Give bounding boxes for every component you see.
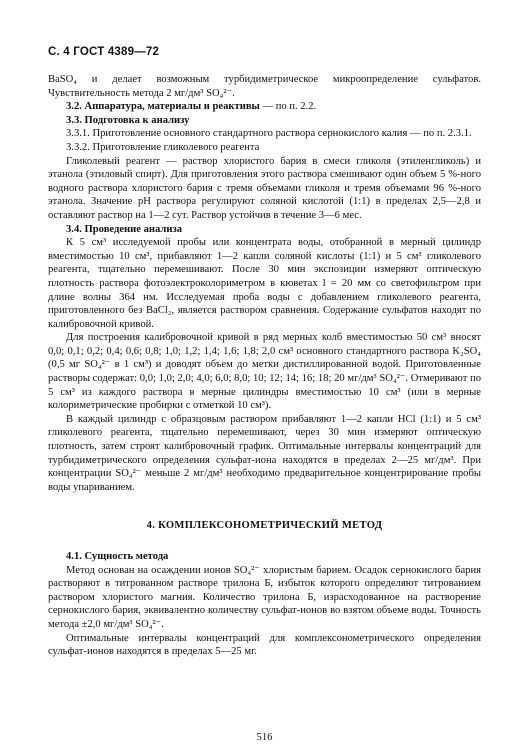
paragraph-calibration-procedure: В каждый цилиндр с образцовым раствором прибавляют 1—2 капли HCl (1:1) и 5 см³ гликолевого реагента, тщательно перемешивают, через 30 мин измеряют оптическую плотность, затем строят калибровочный график. Оптимальные интервалы концентраций для турбидиметрического определения сульфат-иона находятся в пределах 2—25 мг/дм³. При концентрации SO₄²⁻ меньше 2 мг/дм³ необходимо предварительное концентрирование пробы воды упариванием.	[48, 413, 481, 493]
paragraph-analysis: К 5 см³ исследуемой пробы или концентрата воды, отобранной в мерный цилиндр вместимостью 10 см³, прибавляют 1—2 капли соляной кислоты (1:1) и 5 см³ гликолевого реагента, тщательно перемешивают. После 30 мин экспозиции измеряют оптическую плотность раствора фотоэлектроколориметром в кюветах l = 20 мм со светофильтром при длине волны 364 нм. Исследуемая проба воды с добавлением гликолевого реагента, приготовленного без BaCl₂, является раствором сравнения. Содержание сульфатов находят по калибровочной кривой.	[48, 237, 481, 330]
running-header: С. 4 ГОСТ 4389—72	[48, 46, 160, 58]
section-heading-3-3: 3.3. Подготовка к анализу	[66, 114, 190, 126]
paragraph-method-principle: Метод основан на осаждении ионов SO₄²⁻ хлористым барием. Осадок сернокислого бария растворяют в титрованном растворе трилона Б, избыток которого определяют титрованием раствором хлористого магния. Количество трилона Б, израсходованное на растворение сернокислого бария, эквивалентно количеству сульфат-ионов во взятом объеме воды. Точность метода ±2,0 мг/дм³ SO₄²⁻.	[48, 564, 481, 630]
paragraph-3-3-1: 3.3.1. Приготовление основного стандартного раствора сернокислого калия — по п. 2.3.1.	[66, 128, 472, 140]
paragraph-optimal-ranges: Оптимальные интервалы концентраций для комплексонометрического определения сульфат-ионов находятся в пределах 5—25 мг.	[48, 632, 481, 658]
section-heading-3-2	[48, 100, 481, 114]
heading-label: 3.2. Аппаратура, материалы и реактивы	[66, 101, 260, 113]
document-body	[48, 73, 481, 659]
paragraph-intro: BaSO₄ и делает возможным турбидиметрическое микроопределение сульфатов. Чувствительность метода 2 мг/дм³ SO₄²⁻.	[48, 74, 481, 99]
heading-tail: — по п. 2.2.	[259, 101, 317, 113]
paragraph-glycol-reagent: Гликолевый реагент — раствор хлористого бария в смеси гликоля (этиленгликоль) и этанола (этиловый спирт). Для приготовления этого раствора смешивают один объем 5 %-ного водного раствора хлористого бария с тремя объемами гликоля и тремя объемами 96 %-ного этанола. Значение pH раствора регулируют соляной кислотой (1:1) в пределах 2,5—2,8 и оставляют раствор на 1—2 сут. Раствор устойчив в течение 3—6 мес.	[48, 155, 481, 221]
section-heading-3-4: 3.4. Проведение анализа	[66, 223, 182, 235]
paragraph-calibration: Для построения калибровочной кривой в ряд мерных колб вместимостью 50 см³ вносят 0,0; 0,1; 0,2; 0,4; 0,6; 0,8; 1,0; 1,2; 1,4; 1,6; 1,8; 2,0 см³ основного стандартного раствора K₂SO₄ (0,5 мг SO₄²⁻ в 1 см³) и доводят объем до метки дистиллированной водой. Приготовленные растворы содержат: 0,0; 1,0; 2,0; 4,0; 6,0; 8,0; 10; 12; 14; 16; 18; 20 мг/дм³ SO₄²⁻. Отмеривают по 5 см³ из каждого раствора в мерные цилиндры вместимостью 10 см³ (или в мерные колориметрические пробирки с отметкой 10 см³).	[48, 332, 481, 412]
page-number: 516	[256, 732, 273, 743]
paragraph-3-3-2: 3.3.2. Приготовление гликолевого реагента	[66, 141, 260, 153]
chapter-heading-4: 4. КОМПЛЕКСОНОМЕТРИЧЕСКИЙ МЕТОД	[146, 520, 383, 532]
section-heading-4-1: 4.1. Сущность метода	[66, 551, 169, 562]
